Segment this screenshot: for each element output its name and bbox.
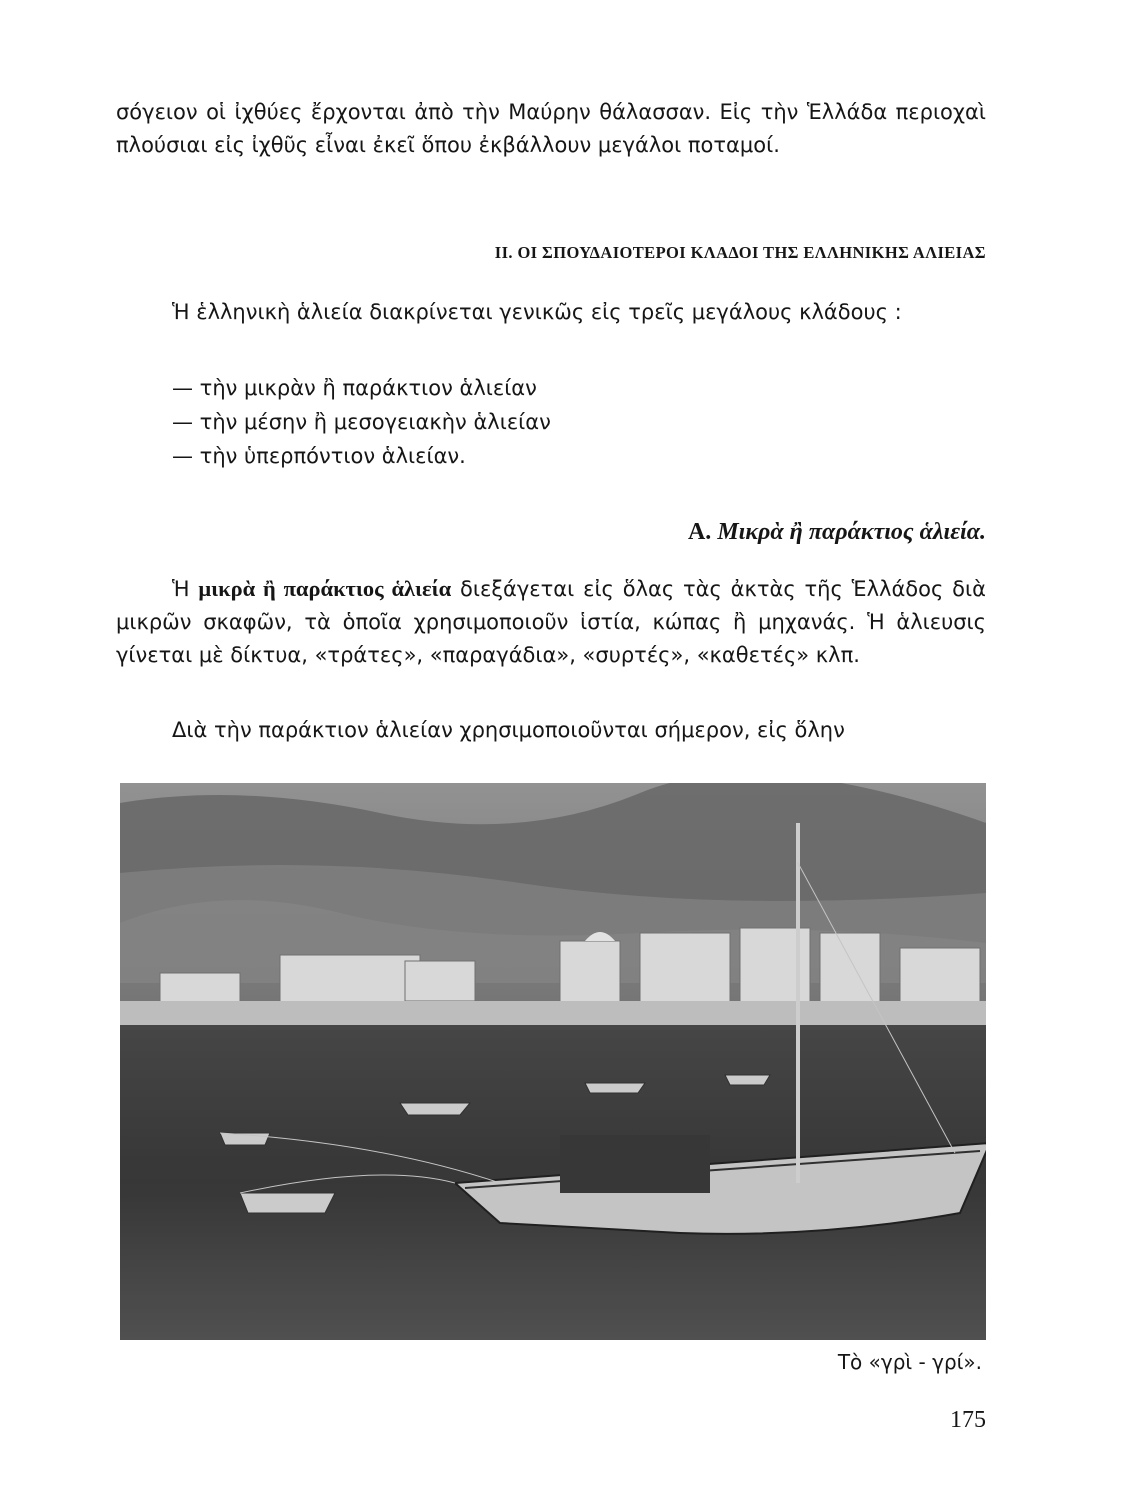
photo-caption: Τὸ «γρὶ - γρί». [837, 1350, 982, 1374]
para3-bold-term: μικρὰ ἢ παράκτιος ἁλιεία [198, 576, 452, 601]
paragraph-branches: Ἡ ἑλληνικὴ ἁλιεία διακρίνεται γενικῶς εἰς τρεῖς μεγάλους κλάδους : [172, 300, 902, 324]
harbor-photo [120, 783, 986, 1340]
list-item: — τὴν ὑπερπόντιον ἁλιείαν. [172, 444, 466, 468]
para3-rest: διεξάγεται εἰς ὅλας τὰς ἀκτὰς τῆς Ἑλλάδος διὰ μικρῶν σκαφῶν, τὰ ὁποῖα χρησιμοποιοῦν ἱστία, κώπας ἢ μηχανάς. Ἡ ἁλιευσις γίνεται μὲ δίκτυα, «τράτες», «παραγάδια», «συρτές», «καθετές» κλπ. [116, 577, 986, 667]
branches-list [172, 371, 551, 473]
subsection-heading [560, 519, 986, 546]
harbor-photo-illustration [120, 783, 986, 1340]
section-heading: II. ΟΙ ΣΠΟΥΔΑΙΟΤΕΡΟΙ ΚΛΑΔΟΙ ΤΗΣ ΕΛΛΗΝΙΚΗΣ ΑΛΙΕΙΑΣ [494, 243, 986, 262]
list-item: — τὴν μέσην ἢ μεσογειακὴν ἁλιείαν [172, 410, 551, 434]
paragraph-continued: Διὰ τὴν παράκτιον ἁλιείαν χρησιμοποιοῦνται σήμερον, εἰς ὅλην [172, 718, 845, 742]
list-item: — τὴν μικρὰν ἢ παράκτιον ἁλιείαν [172, 376, 537, 400]
subsection-title: Μικρὰ ἢ παράκτιος ἁλιεία. [717, 519, 986, 545]
paragraph-coastal-fishing [116, 572, 986, 672]
paragraph-intro: σόγειον οἱ ἰχθύες ἔρχονται ἀπὸ τὴν Μαύρην θάλασσαν. Εἰς τὴν Ἑλλάδα περιοχαὶ πλούσιαι εἰς ἰχθῦς εἶναι ἐκεῖ ὅπου ἐκβάλλουν μεγάλοι ποταμοί. [116, 100, 986, 157]
page-number: 175 [950, 1407, 986, 1433]
subsection-letter: Α. [687, 519, 712, 545]
para3-lead: Ἡ [172, 577, 199, 601]
